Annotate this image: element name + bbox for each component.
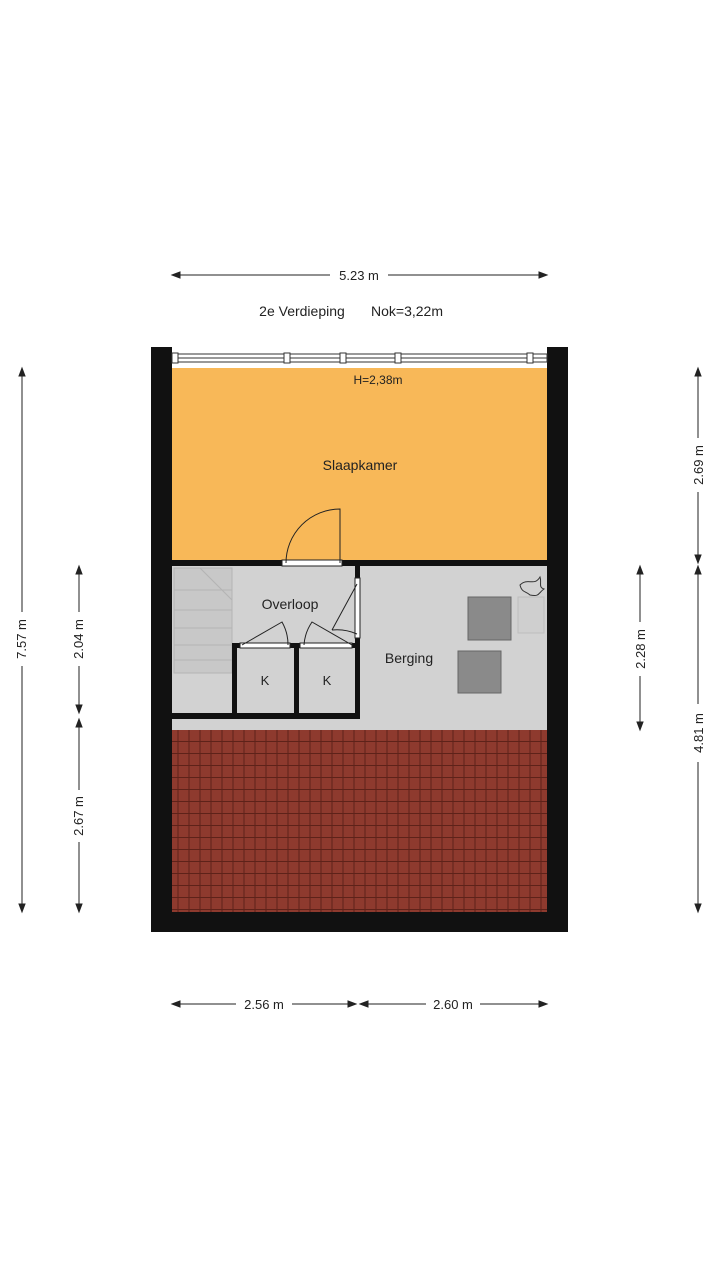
dim-right-middle: 2.28 m (633, 629, 648, 669)
dim-bottom-right: 2.60 m (433, 997, 473, 1012)
dim-bottom-left: 2.56 m (244, 997, 284, 1012)
dim-top-width: 5.23 m (339, 268, 379, 283)
storage-label: Berging (384, 650, 434, 666)
dim-left-upper: 2.04 m (71, 619, 86, 659)
window-strip (172, 353, 547, 363)
ridge-height: Nok=3,22m (371, 303, 443, 319)
dim-left-lower: 2.67 m (71, 796, 86, 836)
landing-label: Overloop (261, 596, 319, 612)
floor-name: 2e Verdieping (259, 303, 345, 319)
dim-left-total: 7.57 m (14, 619, 29, 659)
closet-label-2: K (322, 673, 332, 688)
roof-tiles (172, 730, 547, 912)
bedroom-label: Slaapkamer (322, 457, 398, 473)
closet-label-1: K (260, 673, 270, 688)
staircase (174, 568, 232, 673)
dim-right-lower: 4.81 m (691, 713, 706, 753)
dim-right-upper: 2.69 m (691, 445, 706, 485)
bedroom-height-label: H=2,38m (353, 373, 403, 387)
